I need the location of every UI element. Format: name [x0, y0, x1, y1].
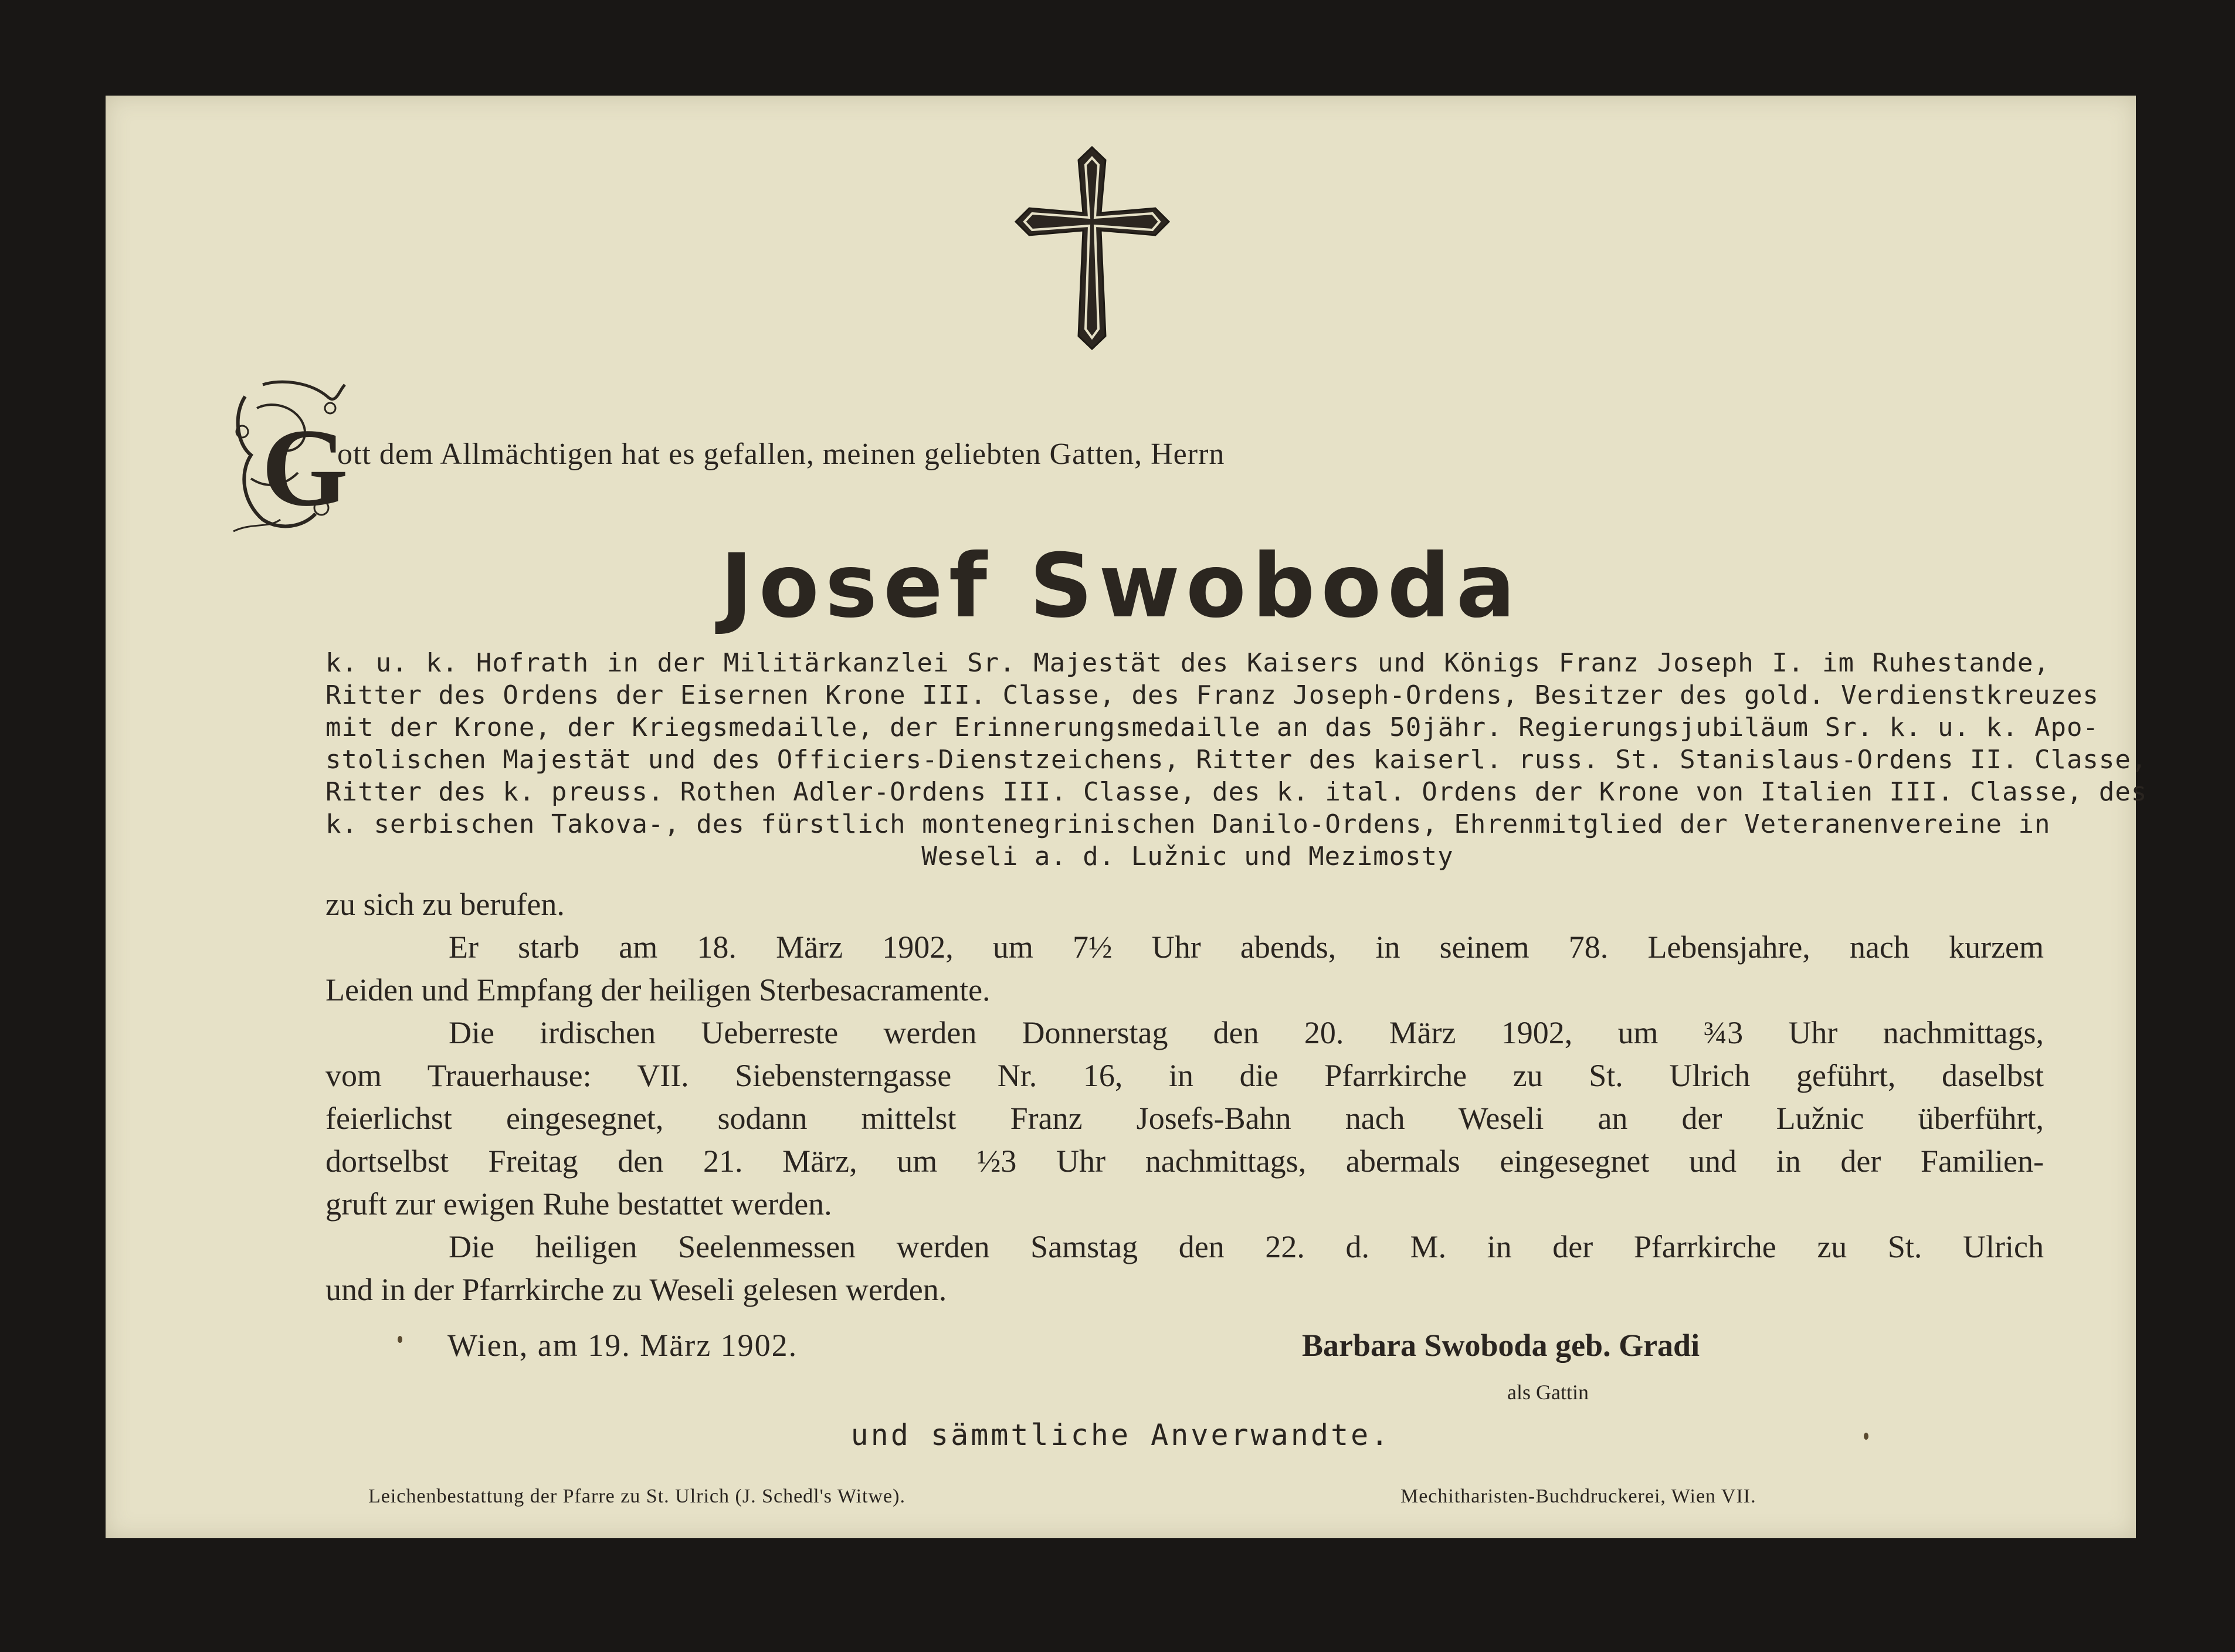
signatory-role: als Gattin	[1507, 1380, 1589, 1404]
ink-speck	[398, 1336, 402, 1343]
mass-line: Die heiligen Seelenmessen werden Samstag den 22. d. M. in der Pfarrkirche zu St. Ulrich	[449, 1229, 2044, 1264]
death-line: Er starb am 18. März 1902, um 7½ Uhr abends, in seinem 78. Lebensjahre, nach kurzem	[449, 930, 2044, 965]
funeral-line: gruft zur ewigen Ruhe bestattet werden.	[325, 1186, 832, 1222]
mass-line: und in der Pfarrkirche zu Weseli gelesen werden.	[325, 1272, 947, 1307]
title-line: mit der Krone, der Kriegsmedaille, der Erinnerungsmedaille an das 50jähr. Regierungsjubiläum Sr. k. u. k. Apo-	[325, 713, 2099, 742]
death-notice-card	[106, 96, 2148, 1538]
cross-icon	[1012, 143, 1173, 354]
signatory-name: Barbara Swoboda geb. Gradi	[1302, 1328, 1700, 1363]
death-line: Leiden und Empfang der heiligen Sterbesacramente.	[325, 972, 991, 1008]
title-line: k. u. k. Hofrath in der Militärkanzlei Sr. Majestät des Kaisers und Königs Franz Joseph I. im Ruhestande,	[325, 648, 2050, 678]
title-line: stolischen Majestät und des Officiers-Dienstzeichens, Ritter des kaiserl. russ. St. Stanislaus-Ordens II. Classe,	[325, 745, 2148, 775]
opening-line: ott dem Allmächtigen hat es gefallen, meinen geliebten Gatten, Herrn	[337, 437, 1225, 471]
ink-speck	[1864, 1433, 1868, 1440]
body-text	[325, 883, 2044, 1311]
called-line: zu sich zu berufen.	[325, 887, 565, 922]
relatives-line: und sämmtliche Anverwandte.	[850, 1418, 1391, 1452]
title-line: k. serbischen Takova-, des fürstlich montenegrinischen Danilo-Ordens, Ehrenmitglied der Veteranenvereine in	[325, 809, 2051, 839]
titles-block	[325, 647, 2148, 873]
place-date: Wien, am 19. März 1902.	[447, 1328, 798, 1363]
title-line: Ritter des Ordens der Eisernen Krone III. Classe, des Franz Joseph-Ordens, Besitzer des gold. Verdienstkreuzes	[325, 680, 2099, 710]
title-line: Ritter des k. preuss. Rothen Adler-Ordens III. Classe, des k. ital. Ordens der Krone von Italien III. Classe, des	[325, 777, 2148, 807]
title-line: Weseli a. d. Lužnic und Mezimosty	[921, 842, 1454, 871]
footer-undertaker: Leichenbestattung der Pfarre zu St. Ulrich (J. Schedl's Witwe).	[368, 1485, 905, 1507]
svg-text:G: G	[262, 406, 348, 530]
funeral-line: dortselbst Freitag den 21. März, um ½3 Uhr nachmittags, abermals eingesegnet und in der Familien-	[325, 1144, 2044, 1179]
footer-printer: Mechitharisten-Buchdruckerei, Wien VII.	[1400, 1485, 1756, 1507]
funeral-line: feierlichst eingesegnet, sodann mittelst Franz Josefs-Bahn nach Weseli an der Lužnic überführt,	[325, 1101, 2044, 1136]
deceased-name: Josef Swoboda	[720, 535, 1522, 637]
ornamental-initial-g	[228, 373, 351, 537]
funeral-line: vom Trauerhause: VII. Siebensterngasse Nr. 16, in die Pfarrkirche zu St. Ulrich geführt, daselbst	[325, 1058, 2044, 1093]
funeral-line: Die irdischen Ueberreste werden Donnerstag den 20. März 1902, um ¾3 Uhr nachmittags,	[449, 1015, 2044, 1050]
